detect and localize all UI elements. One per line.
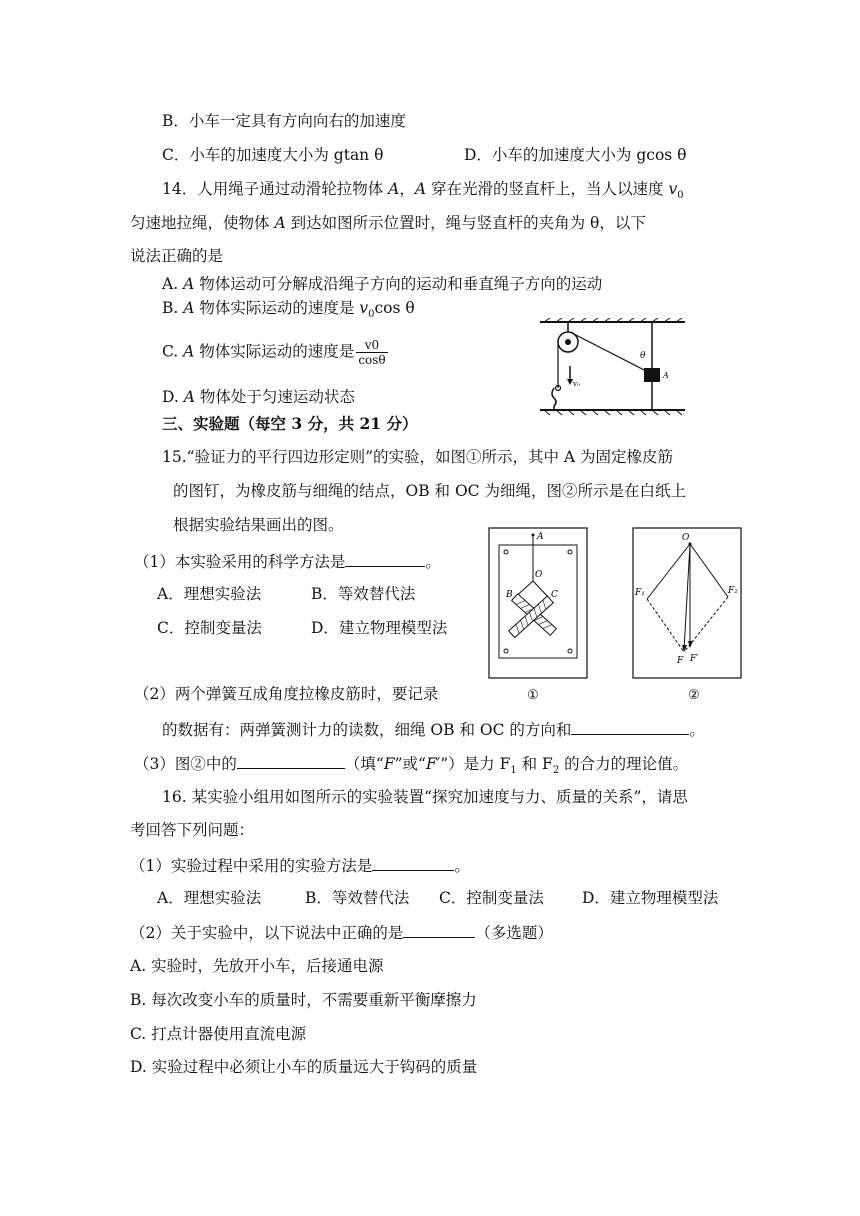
q14-stem-line3: 说法正确的是 <box>130 247 224 265</box>
q16-part1-option-a: A．理想实验法 <box>157 889 262 907</box>
label-f: F <box>677 656 684 666</box>
q15-stem-line3: 根据实验结果画出的图。 <box>173 516 344 534</box>
q16-option-b: B. 每次改变小车的质量时，不需要重新平衡摩擦力 <box>130 991 477 1009</box>
label-a: A <box>537 532 544 542</box>
q15-part1: （1）本实验采用的科学方法是 。 <box>134 549 441 573</box>
q14-stem-line1: 14．人用绳子通过动滑轮拉物体 A，A 穿在光滑的竖直杆上，当人以速度 $v_0$ <box>162 180 684 202</box>
q15-part2-line1: （2）两个弹簧互成角度拉橡皮筋时，要记录 <box>134 685 439 703</box>
figure-1-board <box>488 527 593 707</box>
label-o: O <box>535 570 543 580</box>
q13-option-b: B．小车一定具有方向向右的加速度 <box>162 112 406 130</box>
answer-blank[interactable] <box>571 717 689 735</box>
label-c: C <box>551 590 558 600</box>
answer-blank[interactable] <box>403 920 475 938</box>
q16-stem-line1: 16. 某实验小组用如图所示的实验装置“探究加速度与力、质量的关系”，请思 <box>162 788 688 806</box>
q15-stem-line1: 15.“验证力的平行四边形定则”的实验，如图①所示，其中 A 为固定橡皮筋 <box>162 448 674 466</box>
q16-part1-option-c: C．控制变量法 <box>439 889 544 907</box>
q15-part3: （3）图②中的 （填“F”或“F′”）是力 $F_1$ 和 $F_2$ 的合力的理论值。 <box>134 751 688 782</box>
q16-option-c: C. 打点计器使用直流电源 <box>130 1025 307 1043</box>
answer-blank[interactable] <box>237 751 345 769</box>
velocity-fraction: $\frac{v0}{\cos\theta}$ <box>358 338 386 367</box>
label-f1: F₁ <box>635 588 645 598</box>
answer-blank[interactable] <box>372 853 454 871</box>
section-title: 三、实验题（每空 3 分，共 21 分） <box>162 414 418 433</box>
q13-option-d: D．小车的加速度大小为 gcos θ <box>464 146 687 164</box>
q15-part1-option-b: B．等效替代法 <box>311 585 416 603</box>
figure-1-caption: ① <box>527 688 539 703</box>
q14-stem-line2: 匀速地拉绳，使物体 A 到达如图所示位置时，绳与竖直杆的夹角为 θ，以下 <box>130 214 646 232</box>
q15-part1-option-d: D．建立物理模型法 <box>311 619 448 637</box>
q16-part1-option-d: D．建立物理模型法 <box>582 889 719 907</box>
q16-stem-line2: 考回答下列问题： <box>130 821 255 839</box>
q14-option-b: B. A 物体实际运动的速度是 $v_0\cos$ θ <box>162 299 415 321</box>
label-o: O <box>682 533 690 543</box>
velocity-label: v₀ <box>573 380 580 388</box>
q16-option-d: D. 实验过程中必须让小车的质量远大于钩码的质量 <box>130 1058 478 1076</box>
answer-blank[interactable] <box>345 549 425 567</box>
label-b: B <box>506 590 513 600</box>
q15-stem-line2: 的图钉，为橡皮筋与细绳的结点，OB 和 OC 为细绳，图②所示是在白纸上 <box>173 482 686 500</box>
figure-2-caption: ② <box>688 688 700 703</box>
q15-part1-option-c: C．控制变量法 <box>157 619 262 637</box>
q15-part2-line2: 的数据有：两弹簧测计力的读数，细绳 OB 和 OC 的方向和 。 <box>162 717 705 741</box>
pulley-rope-figure <box>530 318 690 418</box>
block-label: A <box>663 371 669 380</box>
q16-option-a: A. 实验时，先放开小车，后接通电源 <box>130 957 384 975</box>
q15-part1-option-a: A．理想实验法 <box>157 585 262 603</box>
label-f2: F₂ <box>728 586 738 596</box>
q14-option-a: A. A 物体运动可分解成沿绳子方向的运动和垂直绳子方向的运动 <box>162 275 603 293</box>
q13-option-c: C．小车的加速度大小为 gtan θ <box>162 146 384 164</box>
q16-part2: （2）关于实验中，以下说法中正确的是 （多选题） <box>130 920 553 944</box>
angle-label: θ <box>640 351 646 361</box>
label-f-prime: F′ <box>690 654 699 664</box>
q14-option-d: D. A 物体处于匀速运动状态 <box>162 388 355 406</box>
q16-part1-option-b: B．等效替代法 <box>305 889 410 907</box>
q16-part1: （1）实验过程中采用的实验方法是 。 <box>130 853 470 877</box>
figure-2-parallelogram <box>632 527 744 707</box>
q14-option-c: C. A 物体实际运动的速度是 $\frac{v0}{\cos\theta}$ <box>162 338 386 367</box>
